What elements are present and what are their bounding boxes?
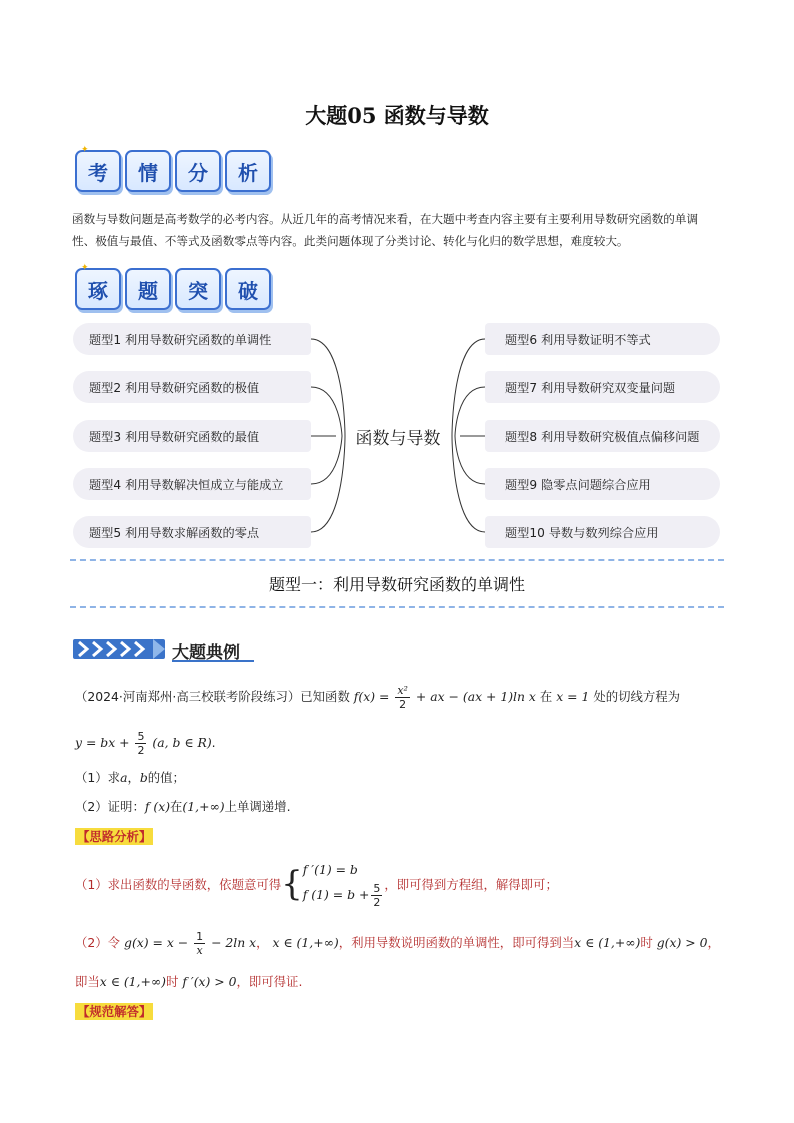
mindmap-center: 函数与导数 bbox=[355, 429, 441, 449]
solution-tag: 【规范解答】 bbox=[77, 1004, 152, 1019]
badge-po: 破 bbox=[225, 268, 271, 310]
analysis-step-1: （1）求出函数的导函数，依题意可得 { f ′(1) = b f (1) = b + $\frac{5}{2}$ ，即可得到方程组，解得即可； bbox=[75, 858, 558, 909]
chevron-arrows-icon bbox=[73, 636, 165, 662]
mindmap-item-2: 题型2 利用导数研究函数的极值 bbox=[73, 371, 311, 403]
mindmap-item-8: 题型8 利用导数研究极值点偏移问题 bbox=[485, 420, 720, 452]
analysis-step-2: （2）令 g(x) = x − $\frac{1}{x}$ − 2ln x， x ∈ (1,+∞)，利用导数说明函数的单调性，即可得到当x ∈ (1,+∞)时 g(x) > 0， bbox=[75, 930, 720, 957]
badge-ti: 题 bbox=[125, 268, 171, 310]
analysis-step-3: 即当x ∈ (1,+∞)时 f ′(x) > 0，即可得证. bbox=[75, 974, 303, 989]
badge-qing: 情 bbox=[125, 150, 171, 192]
problem-line-1: （2024·河南郑州·高三校联考阶段练习）已知函数 f(x) = $\frac{\text{x²}}{2}$ + ax − (ax + 1)ln x 在 x = 1 处的切线方程为 bbox=[75, 684, 681, 711]
mindmap-item-6: 题型6 利用导数证明不等式 bbox=[485, 323, 720, 355]
badge-tu: 突 bbox=[175, 268, 221, 310]
left-brace: { bbox=[281, 863, 303, 904]
fraction: $\frac{5}{2}$ bbox=[137, 730, 145, 757]
sparkle-icon: ✦ bbox=[81, 263, 89, 273]
analysis-tag: 【思路分析】 bbox=[77, 829, 152, 844]
sparkle-icon: ✦ bbox=[81, 145, 89, 155]
badge-fen: 分 bbox=[175, 150, 221, 192]
problem-line-2: y = bx + $\frac{5}{2}$ (a, b ∈ R). bbox=[75, 730, 216, 757]
section-title: 题型一：利用导数研究函数的单调性 bbox=[268, 575, 525, 594]
fraction: $\frac{1}{x}$ bbox=[196, 930, 204, 957]
mindmap-item-4: 题型4 利用导数解决恒成立与能成立 bbox=[73, 468, 311, 500]
question-2: （2）证明：f (x)在(1,+∞)上单调递增. bbox=[75, 799, 291, 814]
mindmap-item-7: 题型7 利用导数研究双变量问题 bbox=[485, 371, 720, 403]
divider-bottom bbox=[70, 606, 724, 608]
mindmap-item-5: 题型5 利用导数求解函数的零点 bbox=[73, 516, 311, 548]
mindmap-item-10: 题型10 导数与数列综合应用 bbox=[485, 516, 720, 548]
page-title: 大题05 函数与导数 bbox=[305, 103, 489, 128]
mindmap-item-9: 题型9 隐零点问题综合应用 bbox=[485, 468, 720, 500]
mindmap-item-3: 题型3 利用导数研究函数的最值 bbox=[73, 420, 311, 452]
question-1: （1）求a，b的值； bbox=[75, 770, 185, 785]
badge-kao: ✦ 考 bbox=[75, 150, 121, 192]
mindmap-item-1: 题型1 利用导数研究函数的单调性 bbox=[73, 323, 311, 355]
example-label: 大题典例 bbox=[172, 643, 240, 663]
badge-zhuo: ✦ 琢 bbox=[75, 268, 121, 310]
divider-top bbox=[70, 559, 724, 561]
analysis-paragraph: 函数与导数问题是高考数学的必考内容。从近几年的高考情况来看，在大题中考查内容主要有主要利用导数研究函数的单调 性、极值与最值、不等式及函数零点等内容。此类问题体现了分类讨论、转化与化归的数学思想，难度较大。 bbox=[72, 212, 699, 248]
fraction: $\frac{5}{2}$ bbox=[373, 882, 381, 909]
equation-system: f ′(1) = b f (1) = b + $\frac{5}{2}$ bbox=[302, 862, 381, 909]
fraction: $\frac{\text{x²}}{2}$ bbox=[397, 684, 408, 711]
badge-xi: 析 bbox=[225, 150, 271, 192]
example-underline bbox=[172, 660, 254, 662]
